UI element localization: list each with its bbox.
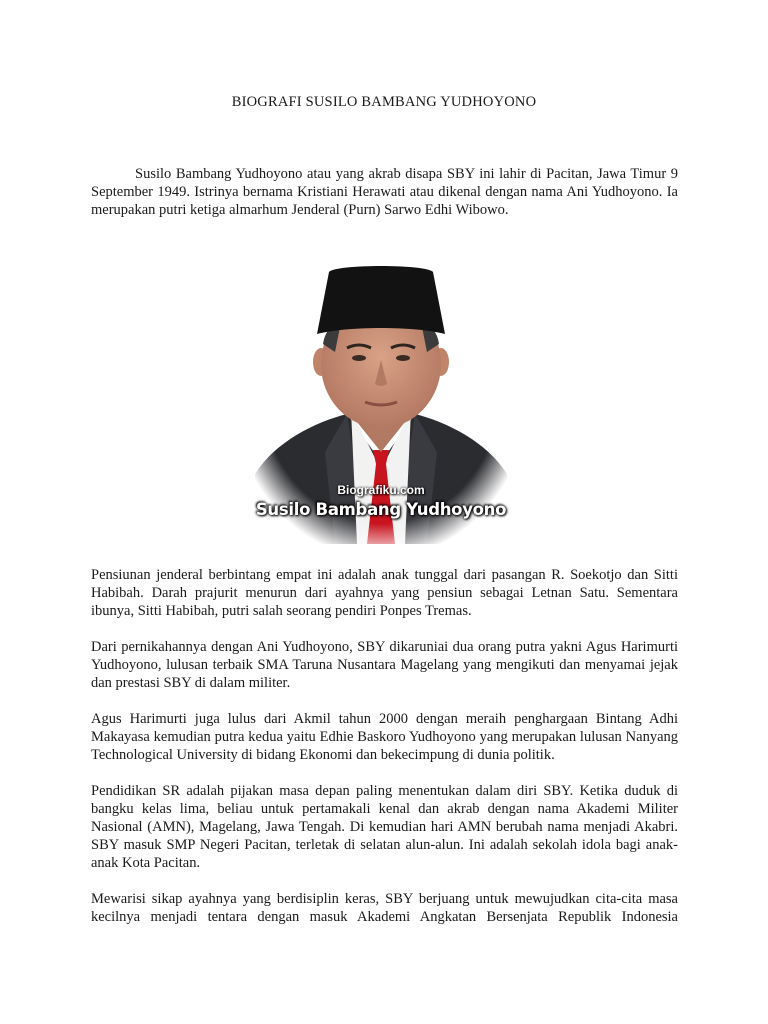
paragraph-2: Dari pernikahannya dengan Ani Yudhoyono, SBY dikaruniai dua orang putra yakni Agus Harimurti Yudhoyono, lulusan terbaik SMA Taruna Nusantara Magelang yang mengikuti dan menyamai jejak dan prestasi SBY di dalam militer. (91, 639, 678, 691)
paragraph-4: Pendidikan SR adalah pijakan masa depan paling menentukan dalam diri SBY. Ketika duduk di bangku kelas lima, beliau untuk pertamakali kenal dan akrab dengan nama Akademi Militer Nasional (AMN), Magelang, Jawa Tengah. Di kemudian hari AMN berubah nama menjadi Akabri. SBY masuk SMP Negeri Pacitan, terletak di selatan alun-alun. Ini adalah sekolah idola bagi anak-anak Kota Pacitan. (91, 783, 678, 871)
paragraph-intro: Susilo Bambang Yudhoyono atau yang akrab disapa SBY ini lahir di Pacitan, Jawa Timur 9 September 1949. Istrinya bernama Kristiani Herawati atau dikenal dengan nama Ani Yudhoyono. Ia merupakan putri ketiga almarhum Jenderal (Purn) Sarwo Edhi Wibowo. (91, 166, 678, 218)
paragraph-1: Pensiunan jenderal berbintang empat ini adalah anak tunggal dari pasangan R. Soekotjo dan Sitti Habibah. Darah prajurit menurun dari ayahnya yang pensiun sebagai Letnan Satu. Sementara ibunya, Sitti Habibah, putri salah seorang pendiri Ponpes Tremas. (91, 567, 678, 619)
image-watermark: Biografiku.com (337, 483, 425, 497)
image-caption: Susilo Bambang Yudhoyono (255, 500, 507, 519)
paragraph-5: Mewarisi sikap ayahnya yang berdisiplin keras, SBY berjuang untuk mewujudkan cita-cita masa kecilnya menjadi tentara dengan masuk Akademi Angkatan Bersenjata Republik Indonesia (91, 891, 678, 925)
page-title: BIOGRAFI SUSILO BAMBANG YUDHOYONO (231, 94, 537, 110)
paragraph-3: Agus Harimurti juga lulus dari Akmil tahun 2000 dengan meraih penghargaan Bintang Adhi Makayasa kemudian putra kedua yaitu Edhie Baskoro Yudhoyono yang merupakan lulusan Nanyang Technological University di bidang Ekonomi dan bekecimpung di dunia politik. (91, 711, 678, 763)
portrait-image (255, 252, 507, 544)
